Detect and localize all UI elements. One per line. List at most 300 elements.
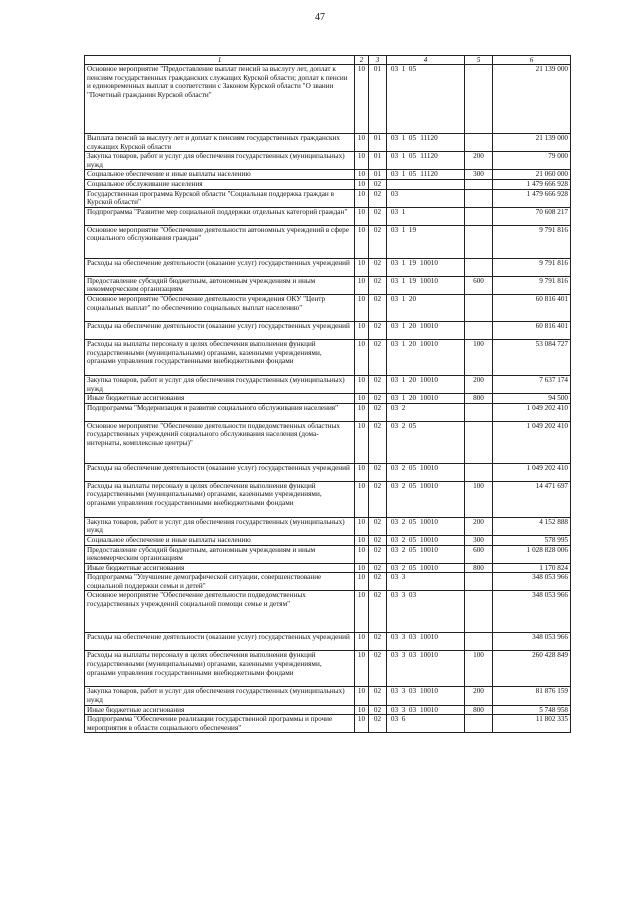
row-name: Государственная программа Курской области "Социальная поддержка граждан в Курской области"	[85, 189, 355, 207]
code-col-2: 10	[355, 651, 369, 687]
amount: 21 139 000	[493, 65, 571, 134]
code-col-4	[387, 421, 465, 463]
table-row	[85, 179, 571, 189]
code-part-k1: 03	[390, 463, 399, 472]
table-row	[85, 189, 571, 207]
code-part-k2: 3	[401, 573, 406, 582]
code-col-2: 10	[355, 633, 369, 651]
code-col-5	[465, 225, 493, 258]
code-col-4	[387, 276, 465, 294]
amount: 1 049 202 410	[493, 421, 571, 463]
code-part-k1: 03	[390, 258, 399, 267]
code-col-5	[465, 179, 493, 189]
amount: 4 152 888	[493, 517, 571, 535]
row-name: Закупка товаров, работ и услуг для обеспечения государственных (муниципальных) нужд	[85, 517, 355, 535]
code-part-k4: 10010	[420, 394, 438, 403]
code-col-3: 02	[369, 651, 387, 687]
row-name: Основное мероприятие "Обеспечение деятельности учреждения ОКУ "Центр социальных выплат" по обеспечению социальных выплат населению"	[85, 294, 355, 321]
code-col-4	[387, 179, 465, 189]
code-part-k4: 10010	[420, 339, 438, 348]
code-col-2: 10	[355, 276, 369, 294]
code-col-2: 10	[355, 705, 369, 715]
code-col-5: 600	[465, 276, 493, 294]
code-col-4	[387, 687, 465, 705]
code-col-2: 10	[355, 573, 369, 591]
code-col-5	[465, 591, 493, 633]
code-part-k4: 10010	[420, 321, 438, 330]
code-col-3: 02	[369, 517, 387, 535]
code-part-k2: 2	[401, 481, 406, 490]
table-row	[85, 207, 571, 225]
amount: 1 170 824	[493, 563, 571, 573]
code-col-3: 02	[369, 258, 387, 276]
code-part-k1: 03	[390, 207, 399, 216]
code-col-4	[387, 705, 465, 715]
code-part-k1: 03	[390, 517, 399, 526]
code-part-k3: 05	[408, 134, 417, 142]
code-col-3: 02	[369, 375, 387, 393]
code-col-3: 02	[369, 687, 387, 705]
code-col-2: 10	[355, 481, 369, 517]
row-name: Подпрограмма "Обеспечение реализации государственной программы и прочие мероприятия в области социального обеспечения"	[85, 715, 355, 733]
code-part-k3: 05	[408, 170, 417, 179]
code-col-2: 10	[355, 715, 369, 733]
code-col-4	[387, 321, 465, 339]
column-header: 6	[493, 56, 571, 65]
code-col-3: 02	[369, 339, 387, 375]
row-name: Закупка товаров, работ и услуг для обеспечения государственных (муниципальных) нужд	[85, 152, 355, 170]
code-col-5	[465, 258, 493, 276]
table-row	[85, 705, 571, 715]
code-col-4	[387, 573, 465, 591]
code-col-3: 02	[369, 276, 387, 294]
amount: 1 479 666 928	[493, 189, 571, 207]
code-col-4	[387, 339, 465, 375]
amount: 9 791 816	[493, 225, 571, 258]
code-col-3: 02	[369, 394, 387, 404]
code-col-4	[387, 152, 465, 170]
code-part-k3: 05	[408, 65, 417, 73]
code-part-k1: 03	[390, 563, 399, 572]
amount: 60 816 401	[493, 321, 571, 339]
amount: 60 816 401	[493, 294, 571, 321]
code-col-2: 10	[355, 517, 369, 535]
code-part-k3: 20	[408, 294, 417, 303]
amount: 1 049 202 410	[493, 403, 571, 421]
code-part-k2: 1	[401, 394, 406, 403]
row-name: Расходы на выплаты персоналу в целях обеспечения выполнения функций государственными (муниципальными) органами, казенными учреждениями, органами управления государственными внебюджетными фондами	[85, 651, 355, 687]
code-col-2: 10	[355, 170, 369, 180]
amount: 94 500	[493, 394, 571, 404]
table-row	[85, 463, 571, 481]
code-col-3: 02	[369, 179, 387, 189]
code-part-k4: 10010	[420, 651, 438, 660]
amount: 21 060 000	[493, 170, 571, 180]
code-col-2: 10	[355, 375, 369, 393]
table-row	[85, 225, 571, 258]
amount: 260 428 849	[493, 651, 571, 687]
code-col-5	[465, 715, 493, 733]
row-name: Иные бюджетные ассигнования	[85, 563, 355, 573]
code-part-k1: 03	[390, 545, 399, 554]
amount: 1 479 666 928	[493, 179, 571, 189]
code-col-5	[465, 633, 493, 651]
table-row	[85, 152, 571, 170]
code-col-3: 02	[369, 715, 387, 733]
code-col-5: 200	[465, 687, 493, 705]
code-part-k2: 1	[401, 276, 406, 285]
code-col-2: 10	[355, 545, 369, 563]
code-col-2: 10	[355, 258, 369, 276]
code-col-4	[387, 651, 465, 687]
code-col-3: 02	[369, 591, 387, 633]
code-col-4	[387, 403, 465, 421]
row-name: Расходы на обеспечение деятельности (оказание услуг) государственных учреждений	[85, 633, 355, 651]
code-part-k2: 2	[401, 535, 406, 544]
code-col-4	[387, 481, 465, 517]
table-row	[85, 65, 571, 134]
code-col-3: 02	[369, 573, 387, 591]
column-header: 3	[369, 56, 387, 65]
code-part-k1: 03	[390, 394, 399, 403]
code-col-5	[465, 421, 493, 463]
table-row	[85, 563, 571, 573]
row-name: Основное мероприятие "Обеспечение деятельности подведомственных государственных учреждений социальной помощи семье и детям"	[85, 591, 355, 633]
amount: 348 053 966	[493, 633, 571, 651]
code-part-k3: 05	[408, 481, 417, 490]
row-name: Основное мероприятие "Обеспечение деятельности автономных учреждений в сфере социального обслуживания граждан"	[85, 225, 355, 258]
code-col-2: 10	[355, 421, 369, 463]
code-col-4	[387, 65, 465, 134]
code-part-k3: 05	[408, 152, 417, 161]
code-part-k1: 03	[390, 481, 399, 490]
code-col-4	[387, 591, 465, 633]
code-part-k2: 1	[401, 225, 406, 234]
table-row	[85, 421, 571, 463]
row-name: Подпрограмма "Модернизация и развитие социального обслуживания населения"	[85, 403, 355, 421]
code-col-4	[387, 375, 465, 393]
code-part-k3: 20	[408, 394, 417, 403]
column-header: 1	[85, 56, 355, 65]
code-col-2: 10	[355, 179, 369, 189]
code-part-k1: 03	[390, 651, 399, 660]
code-col-4	[387, 517, 465, 535]
table-row	[85, 573, 571, 591]
code-part-k3: 19	[408, 225, 417, 234]
table-row	[85, 545, 571, 563]
code-part-k3: 05	[408, 421, 417, 430]
code-part-k1: 03	[390, 152, 399, 161]
code-part-k1: 03	[390, 375, 399, 384]
code-col-5: 300	[465, 535, 493, 545]
page-number: 47	[315, 12, 325, 23]
code-col-3: 02	[369, 535, 387, 545]
code-col-3: 01	[369, 65, 387, 134]
code-part-k3: 03	[408, 591, 417, 600]
budget-table	[84, 55, 571, 733]
code-col-5: 200	[465, 517, 493, 535]
code-part-k4: 10010	[420, 705, 438, 714]
code-col-5: 100	[465, 651, 493, 687]
code-part-k2: 2	[401, 463, 406, 472]
code-part-k3: 20	[408, 339, 417, 348]
code-col-5	[465, 321, 493, 339]
code-col-3: 02	[369, 403, 387, 421]
amount: 348 053 966	[493, 591, 571, 633]
table-row	[85, 481, 571, 517]
code-col-5: 200	[465, 375, 493, 393]
row-name: Подпрограмма "Развитие мер социальной поддержки отдельных категорий граждан"	[85, 207, 355, 225]
code-part-k3: 05	[408, 463, 417, 472]
code-col-5	[465, 207, 493, 225]
code-part-k2: 1	[401, 294, 406, 303]
row-name: Социальное обеспечение и иные выплаты населению	[85, 170, 355, 180]
code-part-k1: 03	[390, 321, 399, 330]
code-col-2: 10	[355, 152, 369, 170]
code-part-k3: 20	[408, 375, 417, 384]
row-name: Выплата пенсий за выслугу лет и доплат к пенсиям государственных гражданских служащих Курской области	[85, 134, 355, 152]
code-part-k3: 05	[408, 535, 417, 544]
table-row	[85, 687, 571, 705]
amount: 7 637 174	[493, 375, 571, 393]
code-col-2: 10	[355, 463, 369, 481]
table-row	[85, 258, 571, 276]
table-row	[85, 170, 571, 180]
table-row	[85, 276, 571, 294]
code-part-k4: 10010	[420, 563, 438, 572]
code-part-k4: 11120	[420, 134, 438, 142]
row-name: Основное мероприятие "Предоставление выплат пенсий за выслугу лет, доплат к пенсиям государственных гражданских служащих Курской области; доплат к пенсии и единовременных выплат в соответствии с Законом Курской области "О звании "Почетный гражданин Курской области"	[85, 65, 355, 134]
header-row	[85, 56, 571, 65]
row-name: Закупка товаров, работ и услуг для обеспечения государственных (муниципальных) нужд	[85, 687, 355, 705]
column-header: 4	[387, 56, 465, 65]
code-part-k2: 3	[401, 633, 406, 642]
code-part-k2: 2	[401, 563, 406, 572]
row-name: Расходы на обеспечение деятельности (оказание услуг) государственных учреждений	[85, 463, 355, 481]
code-part-k4: 11120	[420, 152, 438, 161]
code-part-k4: 10010	[420, 258, 438, 267]
code-col-4	[387, 563, 465, 573]
code-col-4	[387, 535, 465, 545]
code-part-k2: 1	[401, 65, 406, 73]
row-name: Социальное обеспечение и иные выплаты населению	[85, 535, 355, 545]
code-col-2: 10	[355, 394, 369, 404]
code-part-k2: 2	[401, 403, 406, 412]
row-name: Предоставление субсидий бюджетным, автономным учреждениям и иным некоммерческим организациям	[85, 545, 355, 563]
table-body	[85, 65, 571, 733]
code-col-3: 02	[369, 705, 387, 715]
code-part-k1: 03	[390, 421, 399, 430]
code-part-k1: 03	[390, 294, 399, 303]
code-part-k1: 03	[390, 276, 399, 285]
code-part-k3: 05	[408, 545, 417, 554]
code-part-k3: 05	[408, 563, 417, 572]
code-part-k1: 03	[390, 339, 399, 348]
code-col-2: 10	[355, 403, 369, 421]
code-col-3: 02	[369, 481, 387, 517]
code-col-4	[387, 294, 465, 321]
amount: 9 791 816	[493, 258, 571, 276]
code-col-2: 10	[355, 134, 369, 152]
code-col-3: 02	[369, 225, 387, 258]
code-part-k3: 05	[408, 517, 417, 526]
column-header: 5	[465, 56, 493, 65]
code-col-3: 01	[369, 170, 387, 180]
code-col-3: 02	[369, 421, 387, 463]
amount: 21 139 000	[493, 134, 571, 152]
table-row	[85, 294, 571, 321]
code-part-k4: 10010	[420, 535, 438, 544]
code-col-5	[465, 134, 493, 152]
code-part-k1: 03	[390, 535, 399, 544]
code-part-k3: 19	[408, 258, 417, 267]
code-part-k3: 03	[408, 651, 417, 660]
code-col-2: 10	[355, 563, 369, 573]
row-name: Расходы на выплаты персоналу в целях обеспечения выполнения функций государственными (муниципальными) органами, казенными учреждениями, органами управления государственными внебюджетными фондами	[85, 339, 355, 375]
code-col-4	[387, 189, 465, 207]
code-col-4	[387, 225, 465, 258]
code-part-k3: 19	[408, 276, 417, 285]
code-part-k2: 1	[401, 321, 406, 330]
code-part-k1: 03	[390, 403, 399, 412]
code-col-3: 02	[369, 563, 387, 573]
code-part-k1: 03	[390, 715, 399, 724]
table-row	[85, 633, 571, 651]
code-col-4	[387, 258, 465, 276]
code-col-5: 800	[465, 563, 493, 573]
code-part-k1: 03	[390, 65, 399, 73]
code-col-5	[465, 403, 493, 421]
code-col-3: 02	[369, 633, 387, 651]
code-col-5	[465, 189, 493, 207]
code-col-5: 200	[465, 152, 493, 170]
code-part-k2: 3	[401, 651, 406, 660]
code-col-4	[387, 463, 465, 481]
table-row	[85, 715, 571, 733]
code-col-5	[465, 573, 493, 591]
amount: 70 608 217	[493, 207, 571, 225]
code-col-5: 800	[465, 394, 493, 404]
code-col-2: 10	[355, 321, 369, 339]
code-col-2: 10	[355, 225, 369, 258]
amount: 348 053 966	[493, 573, 571, 591]
code-part-k2: 1	[401, 375, 406, 384]
code-part-k2: 3	[401, 687, 406, 696]
code-col-4	[387, 134, 465, 152]
code-part-k2: 2	[401, 517, 406, 526]
code-part-k2: 1	[401, 207, 406, 216]
code-part-k1: 03	[390, 225, 399, 234]
code-part-k1: 03	[390, 170, 399, 179]
table-row	[85, 591, 571, 633]
table-row	[85, 403, 571, 421]
code-col-2: 10	[355, 339, 369, 375]
row-name: Подпрограмма "Улучшение демографической ситуации, совершенствование социальной поддержки семьи и детей"	[85, 573, 355, 591]
amount: 1 049 202 410	[493, 463, 571, 481]
amount: 79 000	[493, 152, 571, 170]
table-row	[85, 535, 571, 545]
code-part-k1: 03	[390, 189, 399, 198]
code-part-k3: 03	[408, 705, 417, 714]
code-part-k4: 10010	[420, 687, 438, 696]
row-name: Закупка товаров, работ и услуг для обеспечения государственных (муниципальных) нужд	[85, 375, 355, 393]
table-row	[85, 321, 571, 339]
code-col-2: 10	[355, 535, 369, 545]
amount: 9 791 816	[493, 276, 571, 294]
table-row	[85, 651, 571, 687]
row-name: Основное мероприятие "Обеспечение деятельности подведомственных областных государственных учреждений социального обслуживания населения (дома-интернаты, комплексные центры)"	[85, 421, 355, 463]
code-part-k3: 03	[408, 687, 417, 696]
code-col-5	[465, 65, 493, 134]
code-col-2: 10	[355, 189, 369, 207]
amount: 5 748 958	[493, 705, 571, 715]
code-col-3: 02	[369, 294, 387, 321]
code-col-5: 800	[465, 705, 493, 715]
code-col-2: 10	[355, 591, 369, 633]
table-row	[85, 375, 571, 393]
code-col-5: 100	[465, 481, 493, 517]
code-col-5	[465, 294, 493, 321]
code-part-k1: 03	[390, 705, 399, 714]
code-col-4	[387, 207, 465, 225]
code-part-k4: 10010	[420, 276, 438, 285]
amount: 11 802 335	[493, 715, 571, 733]
code-col-4	[387, 715, 465, 733]
code-part-k2: 3	[401, 591, 406, 600]
table-row	[85, 339, 571, 375]
code-part-k2: 1	[401, 134, 406, 142]
code-col-2: 10	[355, 65, 369, 134]
amount: 81 876 159	[493, 687, 571, 705]
code-part-k4: 10010	[420, 481, 438, 490]
code-part-k1: 03	[390, 687, 399, 696]
amount: 53 084 727	[493, 339, 571, 375]
code-part-k1: 03	[390, 573, 399, 582]
code-col-4	[387, 170, 465, 180]
code-col-3: 02	[369, 207, 387, 225]
table-row	[85, 134, 571, 152]
code-part-k1: 03	[390, 591, 399, 600]
code-part-k4: 10010	[420, 545, 438, 554]
code-part-k2: 2	[401, 545, 406, 554]
code-part-k1: 03	[390, 134, 399, 142]
code-col-3: 02	[369, 545, 387, 563]
row-name: Расходы на обеспечение деятельности (оказание услуг) государственных учреждений	[85, 258, 355, 276]
code-col-2: 10	[355, 294, 369, 321]
code-col-3: 02	[369, 321, 387, 339]
code-part-k4: 10010	[420, 517, 438, 526]
row-name: Иные бюджетные ассигнования	[85, 705, 355, 715]
code-part-k2: 2	[401, 421, 406, 430]
row-name: Предоставление субсидий бюджетным, автономным учреждениям и иным некоммерческим организациям	[85, 276, 355, 294]
code-col-3: 01	[369, 152, 387, 170]
code-col-5: 300	[465, 170, 493, 180]
code-col-5: 100	[465, 339, 493, 375]
amount: 1 028 828 006	[493, 545, 571, 563]
code-col-4	[387, 545, 465, 563]
code-part-k4: 10010	[420, 633, 438, 642]
code-part-k4: 10010	[420, 463, 438, 472]
code-col-5: 600	[465, 545, 493, 563]
code-part-k4: 11120	[420, 170, 438, 179]
row-name: Социальное обслуживание населения	[85, 179, 355, 189]
table-row	[85, 394, 571, 404]
code-col-4	[387, 394, 465, 404]
code-part-k2: 6	[401, 715, 406, 724]
code-col-4	[387, 633, 465, 651]
row-name: Расходы на выплаты персоналу в целях обеспечения выполнения функций государственными (муниципальными) органами, казенными учреждениями, органами управления государственными внебюджетными фондами	[85, 481, 355, 517]
code-part-k2: 1	[401, 152, 406, 161]
